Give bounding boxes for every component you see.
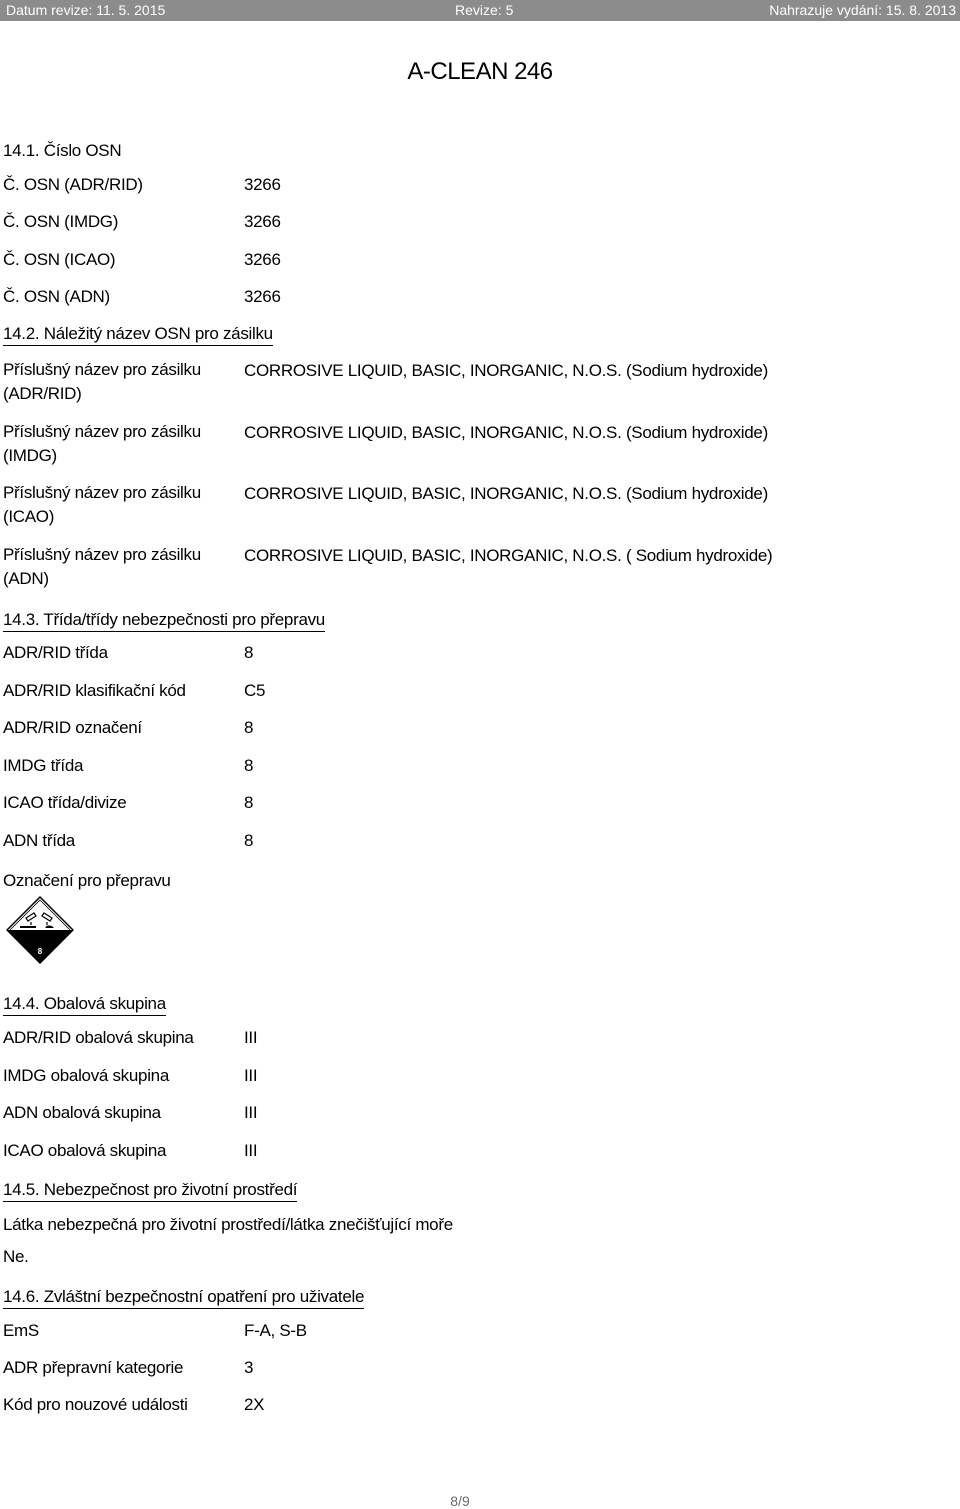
- adr-label-label: ADR/RID označení: [3, 718, 142, 737]
- un-number-adr-label: Č. OSN (ADR/RID): [3, 175, 143, 194]
- ems-label: EmS: [3, 1321, 39, 1340]
- shipping-name-label-line2: (ADN): [3, 569, 49, 588]
- imdg-packing-group-label: IMDG obalová skupina: [3, 1066, 169, 1085]
- adn-class-value: 8: [244, 831, 254, 850]
- shipping-name-label-line1: Příslušný název pro zásilku: [3, 422, 201, 441]
- shipping-name-imdg-label: [3, 420, 201, 468]
- shipping-name-label-line1: Příslušný název pro zásilku: [3, 483, 201, 502]
- section-14-6-heading: 14.6. Zvláštní bezpečnostní opatření pro uživatele: [3, 1287, 364, 1309]
- shipping-name-label-line2: (ADR/RID): [3, 384, 82, 403]
- section-14-4-heading: 14.4. Obalová skupina: [3, 994, 166, 1016]
- imdg-class-label: IMDG třída: [3, 756, 84, 775]
- adr-label-value: 8: [244, 718, 254, 737]
- icao-packing-group-label: ICAO obalová skupina: [3, 1141, 167, 1160]
- page-number: 8/9: [450, 1493, 470, 1509]
- un-number-adn-label: Č. OSN (ADN): [3, 287, 110, 306]
- imdg-packing-group-value: III: [244, 1066, 258, 1085]
- marine-pollutant-value: Ne.: [3, 1247, 29, 1266]
- adn-packing-group-value: III: [244, 1103, 258, 1122]
- shipping-name-adr-label: [3, 358, 201, 406]
- ems-value: F-A, S-B: [244, 1321, 307, 1340]
- un-number-adr-value: 3266: [244, 175, 281, 194]
- un-number-icao-label: Č. OSN (ICAO): [3, 250, 116, 269]
- header-bar: [0, 0, 960, 21]
- adr-transport-category-label: ADR přepravní kategorie: [3, 1358, 184, 1377]
- replaces-issue: Nahrazuje vydání: 15. 8. 2013: [769, 2, 956, 18]
- section-14-1-heading: 14.1. Číslo OSN: [3, 141, 122, 160]
- un-number-imdg-value: 3266: [244, 212, 281, 231]
- pictogram-surface: [20, 926, 36, 928]
- adr-class-value: 8: [244, 643, 254, 662]
- shipping-name-imdg-value: CORROSIVE LIQUID, BASIC, INORGANIC, N.O.S. (Sodium hydroxide): [244, 423, 768, 442]
- shipping-name-label-line2: (IMDG): [3, 446, 57, 465]
- icao-class-value: 8: [244, 793, 254, 812]
- shipping-name-adr-value: CORROSIVE LIQUID, BASIC, INORGANIC, N.O.S. (Sodium hydroxide): [244, 361, 768, 380]
- adn-packing-group-label: ADN obalová skupina: [3, 1103, 161, 1122]
- transport-label-heading: Označení pro přepravu: [3, 871, 171, 890]
- pictogram-class-number: 8: [37, 947, 43, 956]
- section-14-5-heading: 14.5. Nebezpečnost pro životní prostředí: [3, 1180, 297, 1202]
- adn-class-label: ADN třída: [3, 831, 75, 850]
- adr-packing-group-label: ADR/RID obalová skupina: [3, 1028, 194, 1047]
- section-14-2-heading: 14.2. Náležitý název OSN pro zásilku: [3, 324, 273, 346]
- section-14-3-heading: 14.3. Třída/třídy nebezpečnosti pro přepravu: [3, 610, 325, 632]
- icao-packing-group-value: III: [244, 1141, 258, 1160]
- adr-transport-category-value: 3: [244, 1358, 254, 1377]
- imdg-class-value: 8: [244, 756, 254, 775]
- adr-classification-code-label: ADR/RID klasifikační kód: [3, 681, 186, 700]
- icao-class-label: ICAO třída/divize: [3, 793, 127, 812]
- adr-packing-group-value: III: [244, 1028, 258, 1047]
- marine-pollutant-label: Látka nebezpečná pro životní prostředí/látka znečišťující moře: [3, 1215, 453, 1234]
- shipping-name-label-line1: Příslušný název pro zásilku: [3, 545, 201, 564]
- shipping-name-label-line1: Příslušný název pro zásilku: [3, 360, 201, 379]
- emergency-code-label: Kód pro nouzové události: [3, 1395, 188, 1414]
- revision-date: Datum revize: 11. 5. 2015: [6, 2, 166, 18]
- un-number-icao-value: 3266: [244, 250, 281, 269]
- corrosive-class-8-icon: [6, 896, 74, 964]
- shipping-name-label-line2: (ICAO): [3, 507, 55, 526]
- document-title: A-CLEAN 246: [407, 58, 553, 85]
- un-number-adn-value: 3266: [244, 287, 281, 306]
- un-number-imdg-label: Č. OSN (IMDG): [3, 212, 119, 231]
- adr-class-label: ADR/RID třída: [3, 643, 108, 662]
- shipping-name-icao-value: CORROSIVE LIQUID, BASIC, INORGANIC, N.O.S. (Sodium hydroxide): [244, 484, 768, 503]
- shipping-name-adn-value: CORROSIVE LIQUID, BASIC, INORGANIC, N.O.S. ( Sodium hydroxide): [244, 546, 773, 565]
- shipping-name-icao-label: [3, 481, 201, 529]
- adr-classification-code-value: C5: [244, 681, 266, 700]
- emergency-code-value: 2X: [244, 1395, 265, 1414]
- revision-number: Revize: 5: [455, 2, 514, 18]
- shipping-name-adn-label: [3, 543, 201, 591]
